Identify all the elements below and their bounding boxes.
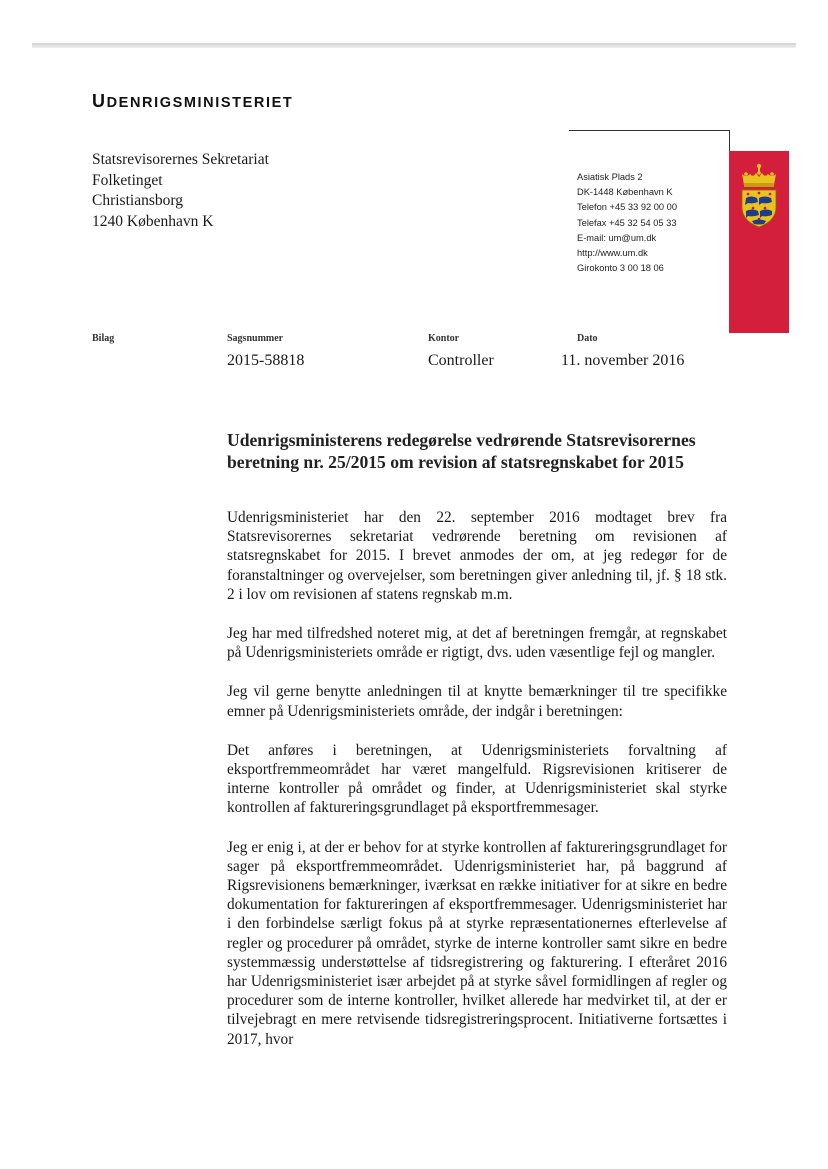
contact-website: http://www.um.dk (577, 248, 648, 259)
contact-giro: Girokonto 3 00 18 06 (577, 263, 664, 274)
ministry-contact-info (577, 170, 677, 276)
body-paragraph: Jeg vil gerne benytte anledningen til at knytte bemærkninger til tre specifikke emner på Udenrigsministeriets område, der indgår i beretningen: (227, 683, 727, 720)
bilag-label: Bilag (92, 333, 115, 344)
dato-label: Dato (577, 333, 598, 344)
letterhead-rule-vertical (729, 130, 730, 152)
subject-line: Udenrigsministerens redegørelse vedrørende Statsrevisorernes (227, 430, 696, 450)
recipient-address (92, 150, 269, 232)
kontor-label: Kontor (428, 333, 460, 344)
letterhead-rule (569, 130, 730, 131)
ministry-rest: DENRIGSMINISTERIET (106, 95, 294, 111)
recipient-line: Statsrevisorernes Sekretariat (92, 151, 269, 168)
ministry-initial: U (92, 91, 107, 111)
contact-fax: Telefax +45 32 54 05 33 (577, 217, 677, 228)
body-paragraph: Det anføres i beretningen, at Udenrigsministeriets forvaltning af eksportfremmeområdet har været mangelfuld. Rigsrevisionen kritiserer de interne kontroller på området og finder, at Udenrigsministeriet skal styrke kontrollen af faktureringsgrundlaget på eksportfremmesager. (227, 741, 727, 817)
recipient-line: 1240 København K (92, 212, 214, 230)
contact-email: E-mail: um@um.dk (577, 232, 657, 243)
scan-edge (32, 43, 796, 48)
contact-address: Asiatisk Plads 2 (577, 172, 643, 182)
body-paragraph: Udenrigsministeriet har den 22. september 2016 modtaget brev fra Statsrevisorernes sekretariat vedrørende beretning om revisionen af statsregnskabet for 2015. I brevet anmodes der om, at jeg redegør for de foranstaltninger og overvejelser, som beretningen giver anledning til, jf. § 18 stk. 2 i lov om revisionen af statens regnskab m.m. (227, 509, 727, 603)
ministry-letterhead (92, 91, 293, 112)
recipient-line: Christiansborg (92, 192, 183, 209)
sagsnummer-label: Sagsnummer (227, 333, 284, 344)
subject-line: beretning nr. 25/2015 om revision af statsregnskabet for 2015 (227, 452, 684, 472)
body-paragraph: Jeg er enig i, at der er behov for at styrke kontrollen af faktureringsgrundlaget for sager på eksportfremmeområdet. Udenrigsministeriet har, på baggrund af Rigsrevisionens bemærkninger, iværksat en række initiativer for at sikre en bedre dokumentation for faktureringen af eksportfremmesager. Udenrigsministeriet har i den forbindelse særligt fokus på at styrke repræsentationernes efterlevelse af regler og procedurer på området, styrke de interne kontroller samt sikre en bedre systemmæssig understøttelse af tidsregistrering og fakturering. I efteråret 2016 har Udenrigsministeriet især arbejdet på at styrke såvel formidlingen af regler og procedurer som de interne kontroller, hvilket allerede har medvirket til, at der er tilvejebragt en mere retvisende tidsregistreringsprocent. Initiativerne fortsættes i 2017, hvor (227, 838, 727, 1048)
contact-postcode: DK-1448 København K (577, 187, 673, 198)
recipient-line: Folketinget (92, 171, 163, 189)
sagsnummer-value: 2015-58818 (227, 352, 305, 369)
contact-phone: Telefon +45 33 92 00 00 (577, 202, 678, 213)
body-paragraph: Jeg har med tilfredshed noteret mig, at det af beretningen fremgår, at regnskabet på Udenrigsministeriets område er rigtigt, dvs. uden væsentlige fejl og mangler. (227, 625, 727, 662)
letter-body (227, 508, 727, 1069)
letter-subject (227, 429, 737, 473)
dato-value: 11. november 2016 (561, 352, 685, 369)
kontor-value: Controller (428, 352, 494, 369)
royal-crest-icon (737, 163, 781, 229)
